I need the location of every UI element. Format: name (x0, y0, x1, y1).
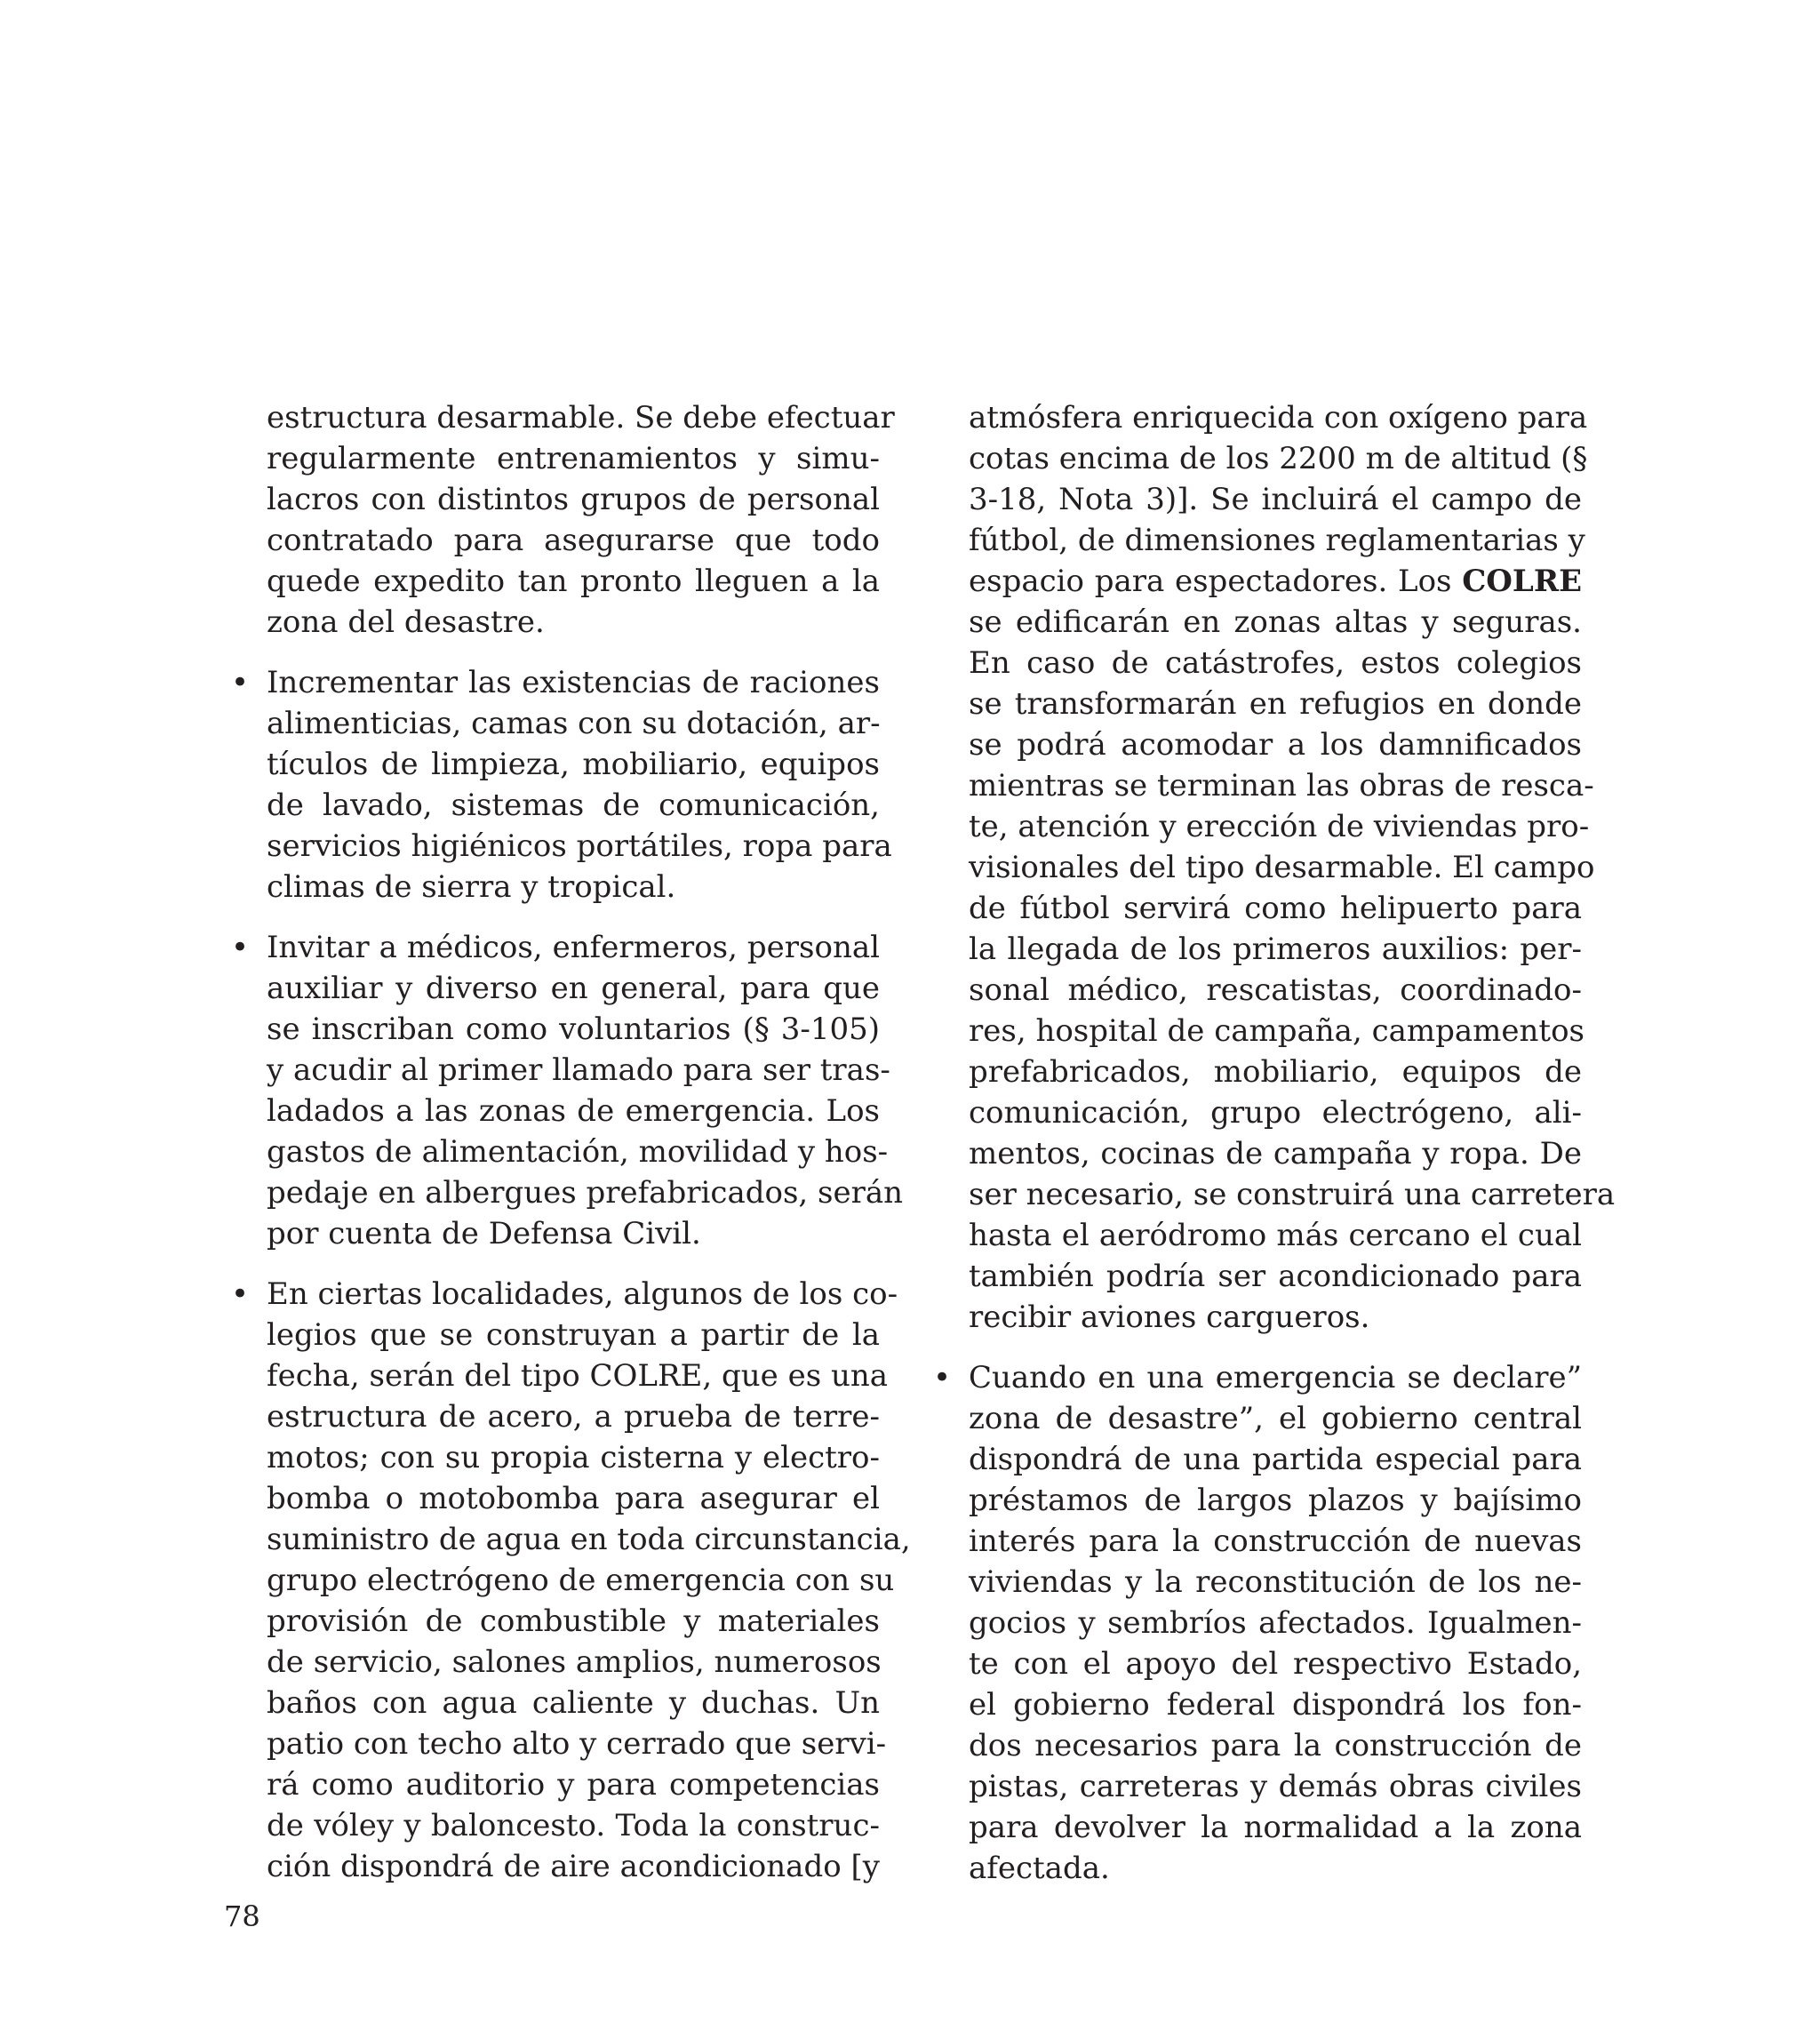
text-line: gocios y sembríos afectados. Igualmen- (969, 1605, 1582, 1641)
text-line: por cuenta de Defensa Civil. (267, 1216, 701, 1251)
text-line: zona de desastre”, el gobierno central (969, 1401, 1582, 1436)
text-line: para devolver la normalidad a la zona (969, 1810, 1582, 1845)
text-line: de lavado, sistemas de comunicación, (267, 788, 880, 823)
text-line: y acudir al primer llamado para ser tras- (267, 1052, 890, 1088)
text-line: climas de sierra y tropical. (267, 869, 676, 905)
paragraph-continuation (969, 397, 1616, 1338)
text-line: quede expedito tan pronto lleguen a la (267, 564, 880, 599)
text-line: contratado para asegurarse que todo (267, 523, 880, 558)
bullet-item (231, 662, 892, 908)
text-line: se podrá acomodar a los damnificados (969, 727, 1582, 763)
text-line: cotas encima de los 2200 m de altitud (§ (969, 441, 1588, 476)
bullet-icon: • (231, 1276, 250, 1312)
text-line: rá como auditorio y para competencias (267, 1767, 880, 1803)
text-line: recibir aviones cargueros. (969, 1299, 1370, 1335)
text-line: de vóley y baloncesto. Toda la construc- (267, 1808, 880, 1843)
bullet-item (231, 927, 904, 1254)
text-line: zona del desastre. (267, 604, 545, 640)
text-line: viviendas y la reconstitución de los ne- (969, 1564, 1582, 1600)
text-line: fútbol, de dimensiones reglamentarias y (969, 523, 1585, 558)
text-line: regularmente entrenamientos y simu- (267, 441, 880, 476)
text-line: patio con techo alto y cerrado que servi- (267, 1726, 887, 1762)
text-line: hasta el aeródromo más cercano el cual (969, 1218, 1582, 1253)
text-line: motos; con su propia cisterna y electro- (267, 1440, 880, 1475)
text-line: de servicio, salones amplios, numerosos (267, 1644, 882, 1680)
text-line: te, atención y erección de viviendas pro- (969, 809, 1590, 844)
page-number: 78 (224, 1899, 260, 1933)
text-line: el gobierno federal dispondrá los fon- (969, 1687, 1582, 1723)
text-line: alimenticias, camas con su dotación, ar- (267, 706, 881, 741)
text-line: Cuando en una emergencia se declare” (969, 1360, 1582, 1395)
text-line: Incrementar las existencias de raciones (267, 665, 880, 700)
text-line: auxiliar y diverso en general, para que (267, 971, 880, 1006)
text-line: 3-18, Nota 3)]. Se incluirá el campo de (969, 482, 1582, 517)
text-line: también podría ser acondicionado para (969, 1259, 1582, 1294)
text-line: mientras se terminan las obras de resca- (969, 768, 1594, 804)
bullet-icon: • (231, 930, 250, 965)
text-line: interés para la construcción de nuevas (969, 1523, 1582, 1559)
text-line: comunicación, grupo electrógeno, ali- (969, 1095, 1582, 1131)
text-line: prefabricados, mobiliario, equipos de (969, 1054, 1582, 1090)
text-line: sonal médico, rescatistas, coordinado- (969, 972, 1582, 1008)
text-line: En ciertas localidades, algunos de los co- (267, 1276, 898, 1312)
text-line: grupo electrógeno de emergencia con su (267, 1563, 895, 1598)
text-line: se transformarán en refugios en donde (969, 686, 1582, 722)
text-line: lacros con distintos grupos de personal (267, 482, 880, 517)
text-line: fecha, serán del tipo COLRE, que es una (267, 1358, 889, 1394)
text-line: pedaje en albergues prefabricados, serán (267, 1175, 904, 1211)
text-line: afectada. (969, 1851, 1110, 1886)
paragraph-continuation (267, 397, 895, 643)
text-line: servicios higiénicos portátiles, ropa para (267, 828, 892, 864)
text-line: se inscriban como voluntarios (§ 3-105) (267, 1012, 880, 1047)
bullet-item (231, 1274, 911, 1887)
bullet-icon: • (231, 665, 250, 700)
text-line: estructura de acero, a prueba de terre- (267, 1399, 880, 1435)
text-line: dos necesarios para la construcción de (969, 1728, 1582, 1763)
text-line: Invitar a médicos, enfermeros, personal (267, 930, 880, 965)
text-line: se edificarán en zonas altas y seguras. (969, 604, 1582, 640)
text-line: gastos de alimentación, movilidad y hos- (267, 1134, 889, 1170)
text-span: espacio para espectadores. Los (969, 564, 1463, 599)
text-line: suministro de agua en toda circunstancia, (267, 1522, 911, 1557)
text-line: visionales del tipo desarmable. El campo (969, 850, 1595, 885)
text-line: te con el apoyo del respectivo Estado, (969, 1646, 1582, 1682)
bullet-item (933, 1357, 1582, 1889)
text-line: En caso de catástrofes, estos colegios (969, 645, 1582, 681)
text-line: res, hospital de campaña, campamentos (969, 1013, 1585, 1049)
text-line: pistas, carreteras y demás obras civiles (969, 1769, 1582, 1804)
text-line: mentos, cocinas de campaña y ropa. De (969, 1136, 1582, 1171)
text-line: estructura desarmable. Se debe efectuar (267, 400, 895, 436)
text-line: ción dispondrá de aire acondicionado [y (267, 1849, 880, 1884)
text-line: legios que se construyan a partir de la (267, 1317, 880, 1353)
text-line: ladados a las zonas de emergencia. Los (267, 1093, 880, 1129)
text-line: provisión de combustible y materiales (267, 1603, 880, 1639)
right-column (933, 397, 1616, 1889)
text-line: la llegada de los primeros auxilios: per- (969, 932, 1582, 967)
text-line: tículos de limpieza, mobiliario, equipos (267, 747, 880, 782)
text-line: dispondrá de una partida especial para (969, 1442, 1582, 1477)
text-line: baños con agua caliente y duchas. Un (267, 1685, 880, 1721)
text-line-with-bold (969, 561, 1582, 602)
left-column (231, 397, 911, 1887)
text-line: atmósfera enriquecida con oxígeno para (969, 400, 1588, 436)
text-line: de fútbol servirá como helipuerto para (969, 891, 1582, 926)
bullet-icon: • (933, 1360, 952, 1395)
bold-term-colre: COLRE (1462, 564, 1582, 599)
text-line: bomba o motobomba para asegurar el (267, 1481, 880, 1516)
text-line: préstamos de largos plazos y bajísimo (969, 1483, 1582, 1518)
text-line: ser necesario, se construirá una carretera (969, 1177, 1616, 1212)
